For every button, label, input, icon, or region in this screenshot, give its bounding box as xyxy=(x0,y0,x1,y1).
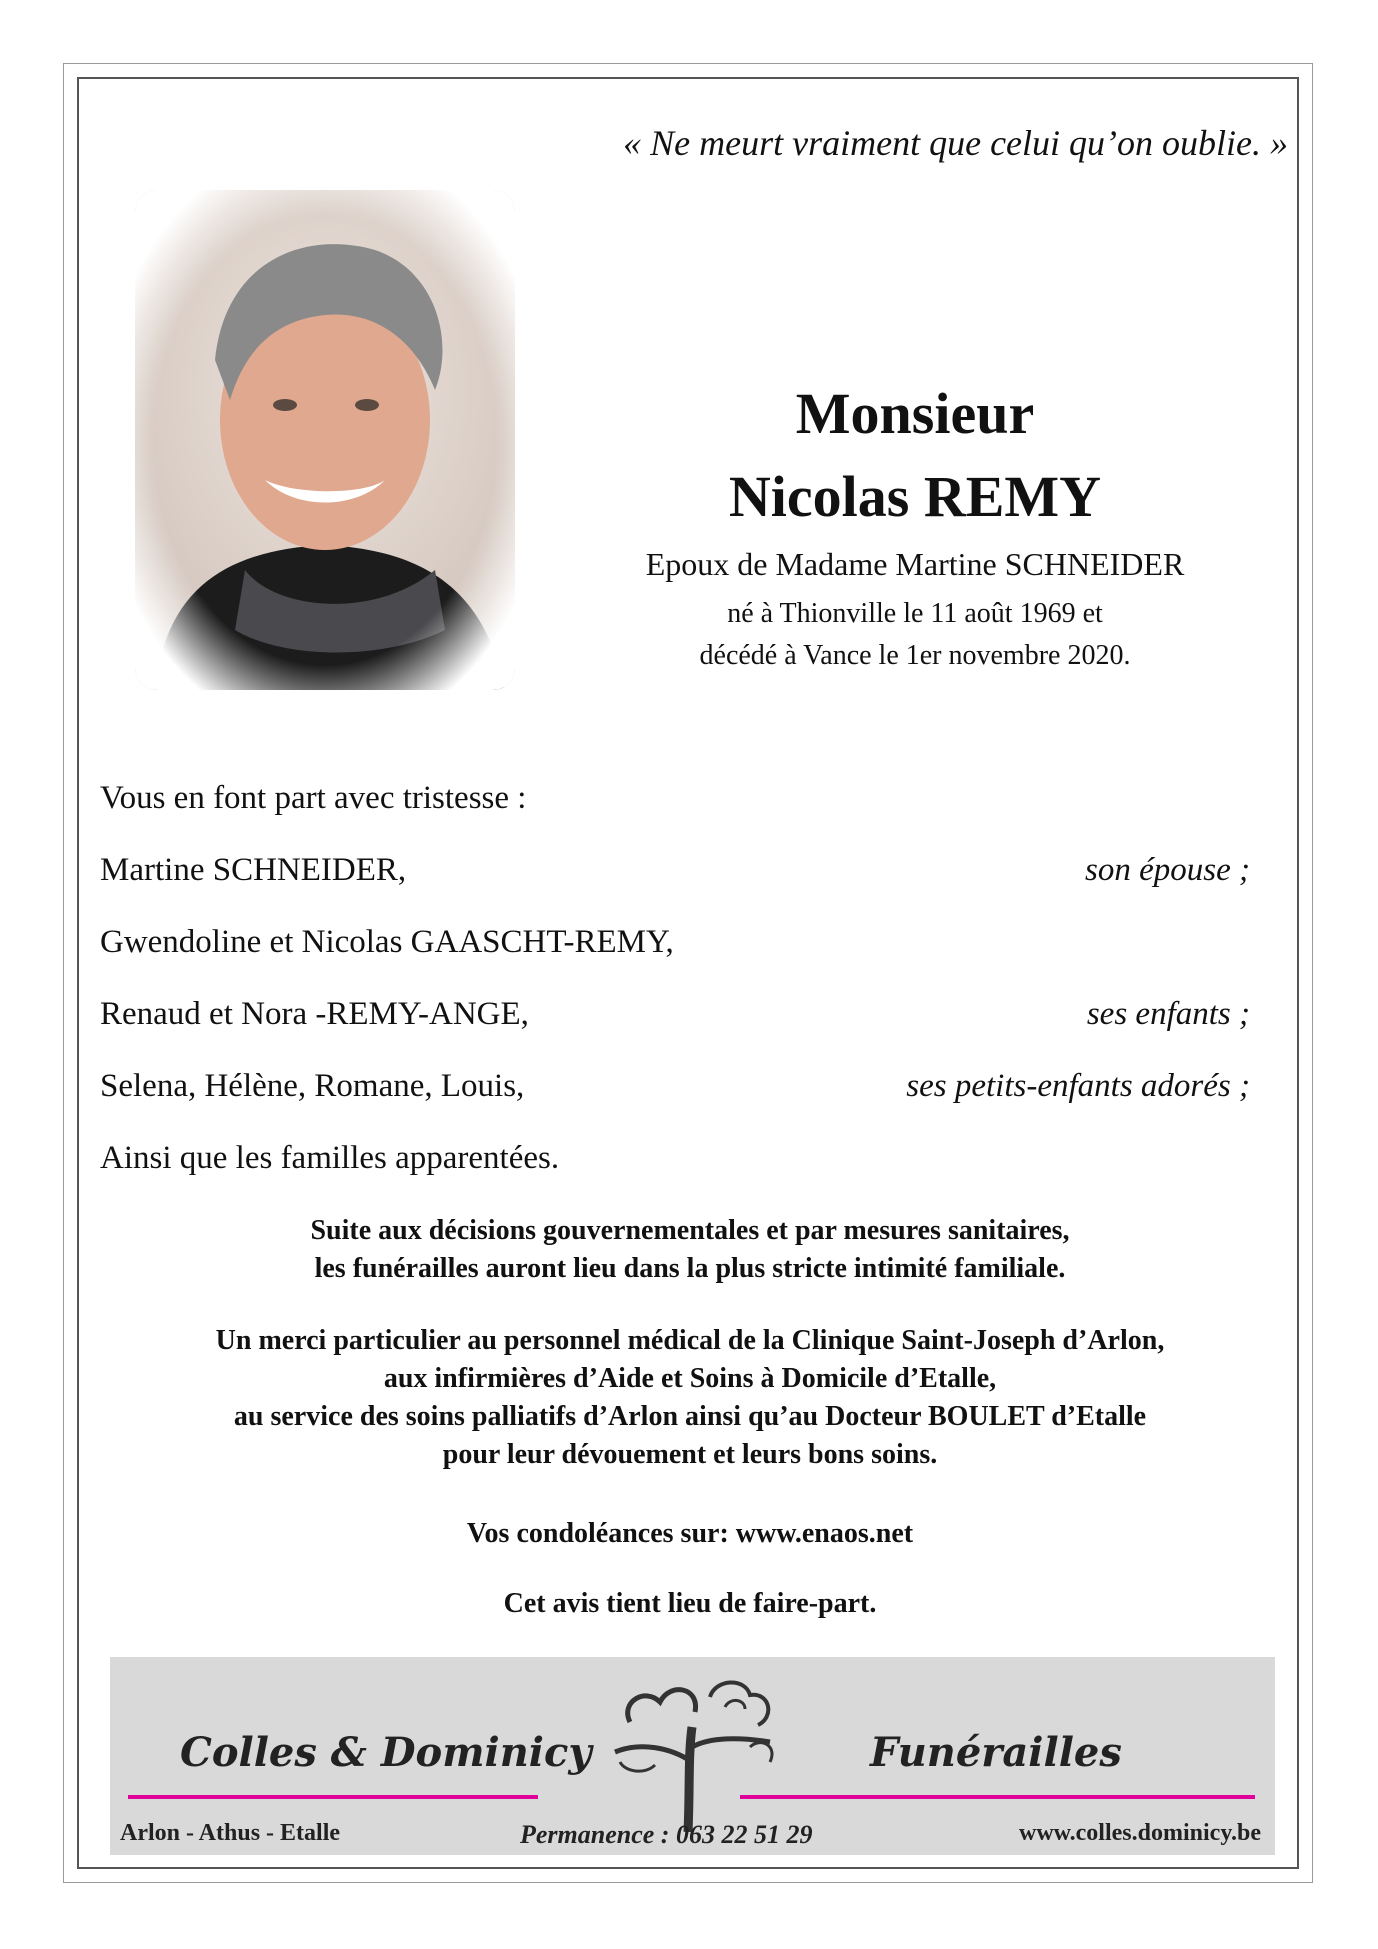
birth-line: né à Thionville le 11 août 1969 et xyxy=(727,598,1103,629)
faire-part-line: Cet avis tient lieu de faire-part. xyxy=(503,1588,877,1619)
deceased-name: Nicolas REMY xyxy=(728,464,1102,529)
family-relation: ses petits-enfants adorés ; xyxy=(906,1068,1250,1104)
brand-tagline: Funérailles xyxy=(870,1729,1122,1776)
accent-divider xyxy=(740,1795,1255,1799)
epigraph-quote: « Ne meurt vraiment que celui qu’on oublie. » xyxy=(623,123,1288,163)
family-closing: Ainsi que les familles apparentées. xyxy=(100,1140,560,1176)
family-relation: ses enfants ; xyxy=(1086,996,1250,1032)
notice-line: les funérailles auront lieu dans la plus stricte intimité familiale. xyxy=(314,1253,1066,1284)
family-names: Martine SCHNEIDER, xyxy=(100,852,407,888)
notice-line: pour leur dévouement et leurs bons soins. xyxy=(442,1439,938,1470)
family-intro: Vous en font part avec tristesse : xyxy=(100,780,527,816)
phone: Permanence : 063 22 51 29 xyxy=(520,1820,813,1849)
family-names: Renaud et Nora -REMY-ANGE, xyxy=(100,996,529,1032)
family-row xyxy=(100,852,1250,889)
family-names: Selena, Hélène, Romane, Louis, xyxy=(100,1068,525,1104)
accent-divider xyxy=(128,1795,538,1799)
brand-name: Colles & Dominicy xyxy=(180,1729,592,1776)
family-row xyxy=(100,996,1250,1033)
family-relation: son épouse ; xyxy=(1085,852,1250,888)
thanks-notice xyxy=(100,1322,1280,1474)
sanitary-notice xyxy=(100,1212,1280,1288)
notice-line: Un merci particulier au personnel médical de la Clinique Saint-Joseph d’Arlon, xyxy=(215,1325,1165,1356)
family-row xyxy=(100,924,1250,961)
family-row xyxy=(100,1068,1250,1105)
portrait-photo xyxy=(135,190,515,690)
tree-logo-icon xyxy=(600,1667,790,1832)
website-link[interactable]: www.colles.dominicy.be xyxy=(1018,1820,1261,1846)
spouse-line: Epoux de Madame Martine SCHNEIDER xyxy=(645,546,1185,582)
locations: Arlon - Athus - Etalle xyxy=(120,1820,341,1846)
funeral-home-banner xyxy=(110,1657,1275,1855)
notice-line: aux infirmières d’Aide et Soins à Domicile d’Etalle, xyxy=(383,1363,997,1394)
notice-line: Suite aux décisions gouvernementales et par mesures sanitaires, xyxy=(310,1215,1070,1246)
death-line: décédé à Vance le 1er novembre 2020. xyxy=(699,640,1131,671)
condolences-line: Vos condoléances sur: www.enaos.net xyxy=(466,1518,914,1549)
family-names: Gwendoline et Nicolas GAASCHT-REMY, xyxy=(100,924,674,960)
notice-line: au service des soins palliatifs d’Arlon ainsi qu’au Docteur BOULET d’Etalle xyxy=(233,1401,1147,1432)
title-honorific: Monsieur xyxy=(795,381,1035,446)
